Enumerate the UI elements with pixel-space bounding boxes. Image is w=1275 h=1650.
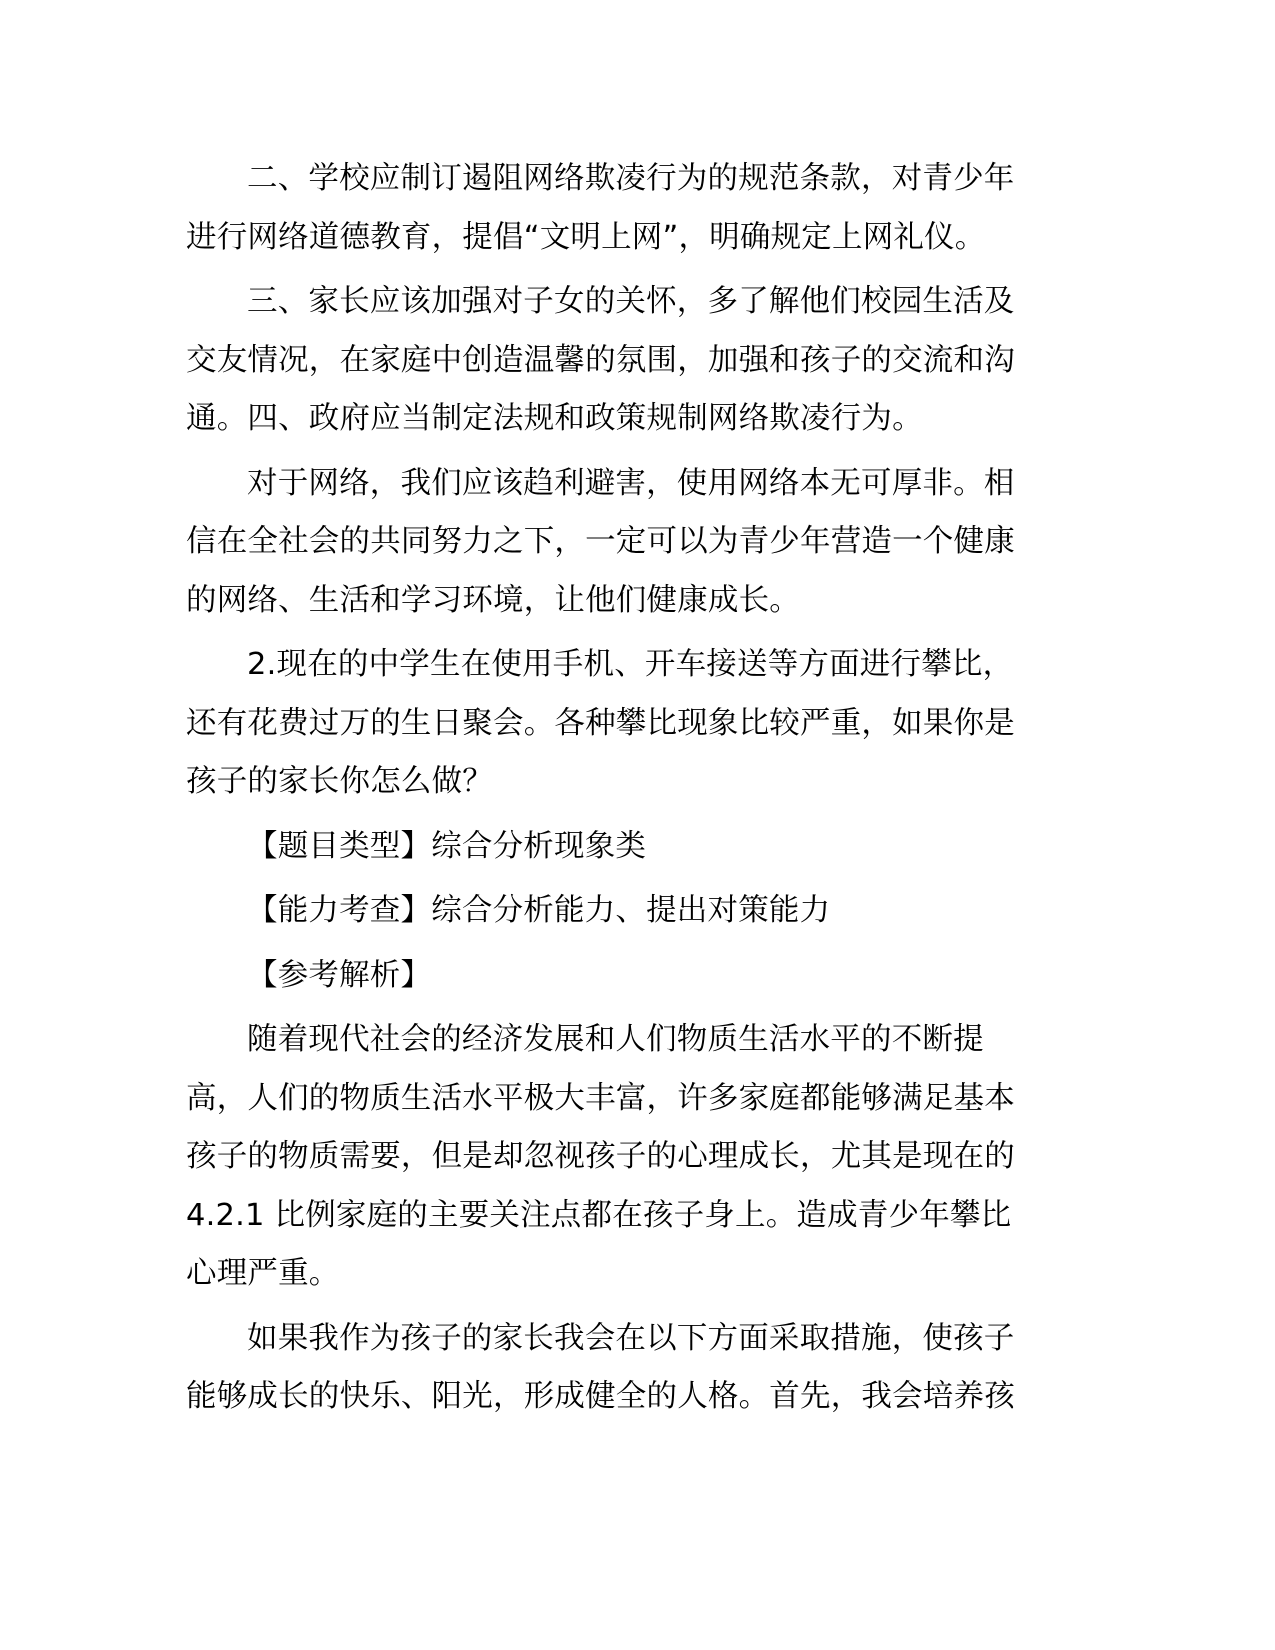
- text-line: 三、家长应该加强对子女的关怀，多了解他们校园生活及: [247, 284, 1015, 319]
- paragraph: [186, 150, 1088, 267]
- document-body: [186, 150, 1088, 1427]
- text-line: 【能力考查】综合分析能力、提出对策能力: [247, 893, 831, 928]
- text-line: 随着现代社会的经济发展和人们物质生活水平的不断提: [247, 1022, 984, 1057]
- paragraph: [186, 1310, 1088, 1427]
- text-line: 高，人们的物质生活水平极大丰富，许多家庭都能够满足基本: [186, 1080, 1015, 1116]
- text-line: 的网络、生活和学习环境，让他们健康成长。: [186, 582, 800, 618]
- paragraph: [186, 273, 1088, 449]
- paragraph: [186, 455, 1088, 631]
- text-line: 通。四、政府应当制定法规和政策规制网络欺凌行为。: [186, 401, 923, 436]
- paragraph: [186, 947, 1088, 1006]
- paragraph: [186, 882, 1088, 941]
- text-line: 如果我作为孩子的家长我会在以下方面采取措施，使孩子: [247, 1320, 1015, 1356]
- text-line: 孩子的物质需要，但是却忽视孩子的心理成长，尤其是现在的: [186, 1139, 1015, 1174]
- text-line: 心理严重。: [186, 1256, 340, 1291]
- text-line: 信在全社会的共同努力之下，一定可以为青少年营造一个健康: [186, 524, 1015, 559]
- text-line: 二、学校应制订遏阻网络欺凌行为的规范条款，对青少年: [247, 161, 1015, 196]
- text-line: 还有花费过万的生日聚会。各种攀比现象比较严重，如果你是: [186, 705, 1015, 741]
- paragraph: [186, 818, 1088, 877]
- paragraph: [186, 636, 1088, 812]
- paragraph: [186, 1011, 1088, 1304]
- text-line: 【题目类型】综合分析现象类: [247, 828, 647, 864]
- text-line: 交友情况，在家庭中创造温馨的氛围，加强和孩子的交流和沟: [186, 342, 1015, 378]
- text-line: 对于网络，我们应该趋利避害，使用网络本无可厚非。相: [247, 465, 1015, 501]
- text-line: 进行网络道德教育，提倡“文明上网”，明确规定上网礼仪。: [186, 219, 986, 255]
- text-line: 4.2.1 比例家庭的主要关注点都在孩子身上。造成青少年攀比: [186, 1197, 1012, 1233]
- text-line: 2.现在的中学生在使用手机、开车接送等方面进行攀比，: [247, 647, 1014, 682]
- text-line: 能够成长的快乐、阳光，形成健全的人格。首先，我会培养孩: [186, 1379, 1015, 1414]
- text-line: 孩子的家长你怎么做？: [186, 764, 493, 799]
- document-page: [186, 150, 1088, 1433]
- text-line: 【参考解析】: [247, 957, 432, 993]
